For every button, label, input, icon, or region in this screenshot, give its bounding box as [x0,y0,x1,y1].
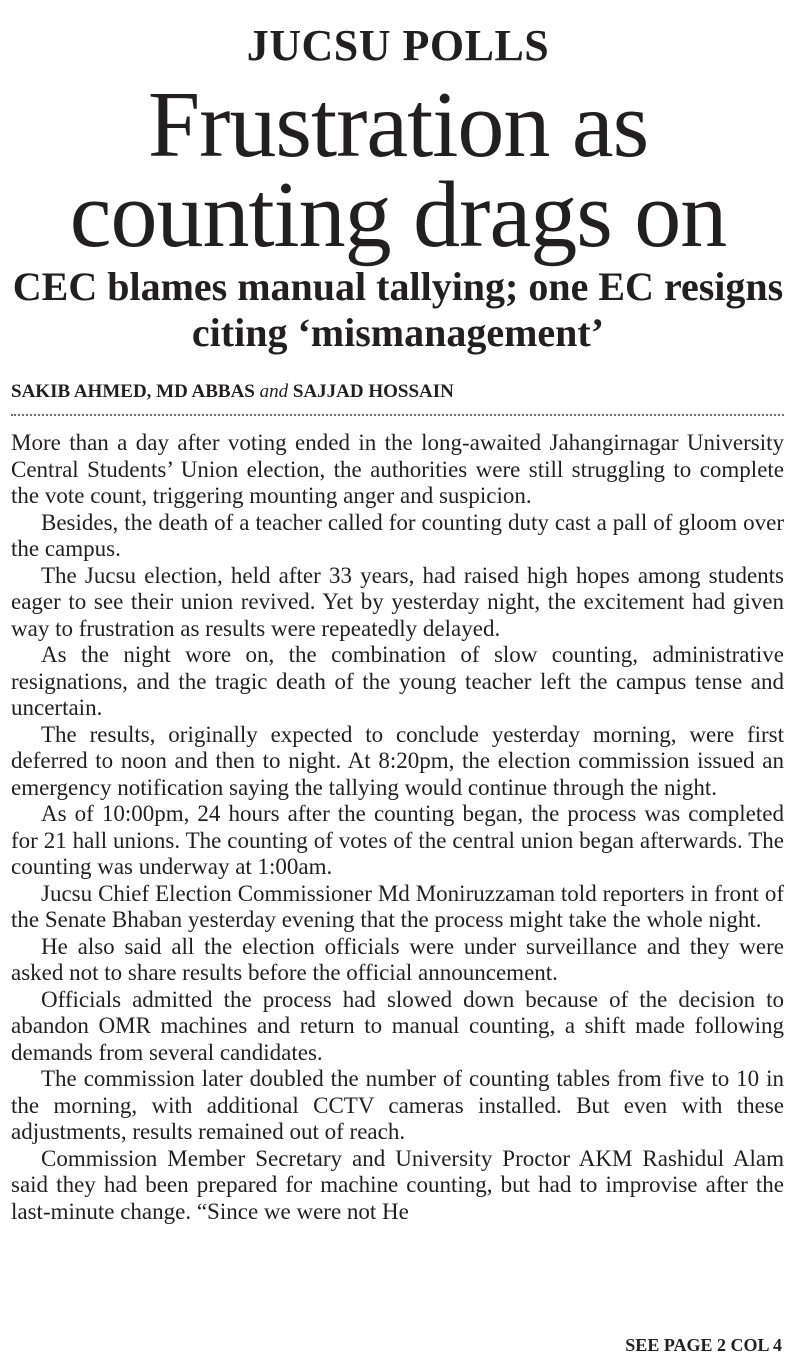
continuation-jump-line: SEE PAGE 2 COL 4 [625,1335,782,1355]
paragraph-1: More than a day after voting ended in the long-awaited Jahangirnagar University Central Students’ Union election, the authorities were still struggling to complete the vote count, triggering mounting anger and suspicion. [11,430,784,508]
byline-conjunction: and [259,381,289,402]
paragraph-4: As the night wore on, the combination of slow counting, administrative resignations, and the tragic death of the young teacher left the campus tense and uncertain. [11,642,784,720]
paragraph-8: He also said all the election officials were under surveillance and they were asked not to share results before the official announcement. [11,933,784,985]
paragraph-9: Officials admitted the process had slowed down because of the decision to abandon OMR machines and return to manual counting, a shift made following demands from several candidates. [11,986,784,1065]
byline-authors: SAKIB AHMED, MD ABBAS [11,381,255,402]
subheadline: CEC blames manual tallying; one EC resigns citing ‘mismanagement’ [12,264,784,355]
kicker: JUCSU POLLS [246,21,550,70]
paragraph-10: The commission later doubled the number of counting tables from five to 10 in the morning, with additional CCTV cameras installed. But even with these adjustments, results remained out of reach. [11,1066,784,1144]
headline: Frustration as counting drags on [69,73,727,267]
paragraph-11: Commission Member Secretary and University Proctor AKM Rashidul Alam said they had been prepared for machine counting, but had to improvise after the last-minute change. “Since we were not He [11,1145,784,1224]
byline-last-author: SAJJAD HOSSAIN [292,381,454,402]
paragraph-6: As of 10:00pm, 24 hours after the counting began, the process was completed for 21 hall unions. The counting of votes of the central union began afterwards. The counting was underway at 1:00am. [11,801,784,879]
article-body [11,430,784,1225]
dotted-divider [11,414,784,416]
paragraph-3: The Jucsu election, held after 33 years, had raised high hopes among students eager to see their union revived. Yet by yesterday night, the excitement had given way to frustration as results were repeatedly delayed. [11,562,784,641]
byline [11,380,454,404]
paragraph-7: Jucsu Chief Election Commissioner Md Moniruzzaman told reporters in front of the Senate Bhaban yesterday evening that the process might take the whole night. [11,880,784,932]
paragraph-2: Besides, the death of a teacher called for counting duty cast a pall of gloom over the campus. [11,509,784,561]
paragraph-5: The results, originally expected to conclude yesterday morning, were first deferred to noon and then to night. At 8:20pm, the election commission issued an emergency notification saying the tallying would continue through the night. [11,721,784,800]
